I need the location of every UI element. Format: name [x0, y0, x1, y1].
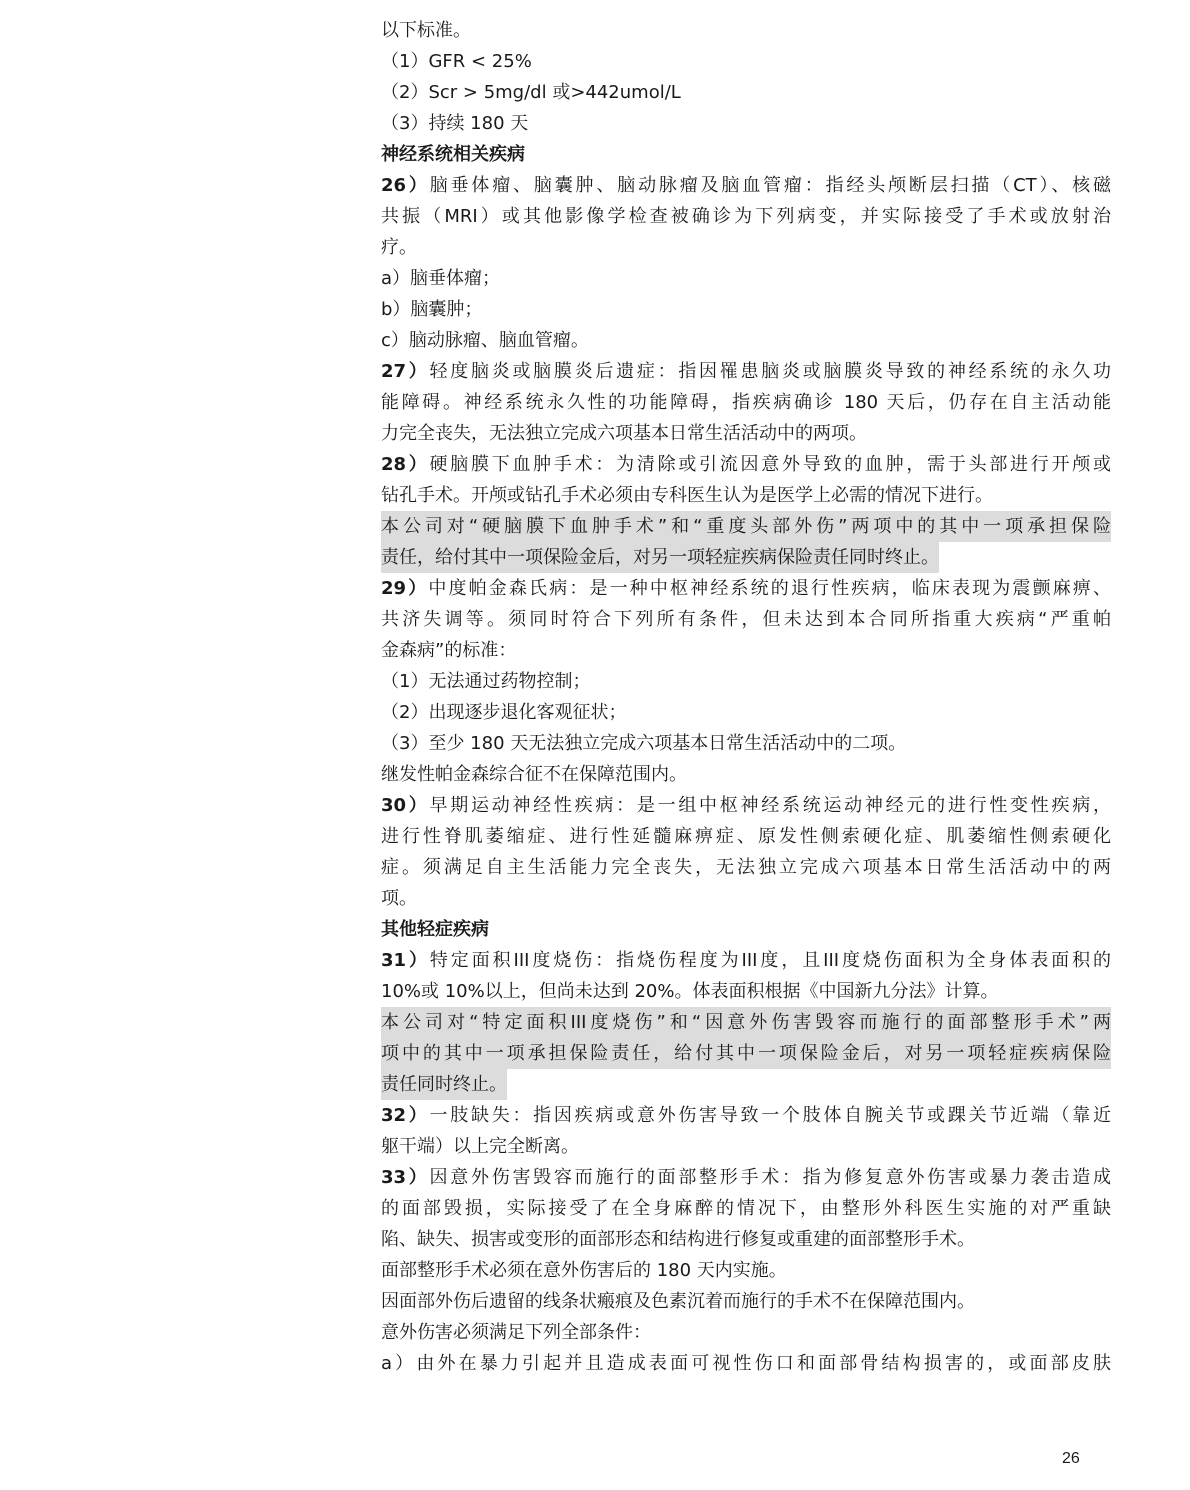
item-number: 27）	[381, 361, 430, 382]
line-content	[381, 945, 1111, 976]
line-text: （3）至少 180 天无法独立完成六项基本日常生活活动中的二项。	[381, 733, 907, 754]
line-content	[381, 449, 1111, 480]
item-number: 32）	[381, 1105, 430, 1126]
line-text: （1）无法通过药物控制；	[381, 671, 591, 692]
line-content	[381, 1100, 1111, 1131]
text-line	[381, 1069, 1111, 1100]
line-text: 其他轻症疾病	[381, 919, 489, 940]
text-line	[381, 1286, 1111, 1317]
line-content	[381, 237, 417, 258]
line-text: 责任同时终止。	[381, 1074, 507, 1095]
line-text: 共振（MRI）或其他影像学检查被确诊为下列病变，并实际接受了手术或放射治	[381, 206, 1111, 227]
text-line	[381, 77, 1111, 108]
line-text: 共济失调等。须同时符合下列所有条件，但未达到本合同所指重大疾病“严重帕	[381, 609, 1111, 630]
line-text: a）脑垂体瘤；	[381, 268, 501, 289]
line-content	[381, 1260, 787, 1281]
line-text: 症。须满足自主生活能力完全丧失，无法独立完成六项基本日常生活活动中的两	[381, 857, 1111, 878]
line-content	[381, 542, 939, 573]
text-line	[381, 1224, 1111, 1255]
text-line	[381, 542, 1111, 573]
document-body	[381, 15, 1111, 1379]
text-line	[381, 108, 1111, 139]
line-content	[381, 1348, 1111, 1379]
text-line	[381, 666, 1111, 697]
text-line	[381, 1038, 1111, 1069]
text-line	[381, 356, 1111, 387]
text-line	[381, 15, 1111, 46]
line-content	[381, 330, 589, 351]
line-content	[381, 1229, 975, 1250]
line-content	[381, 113, 528, 134]
text-line	[381, 46, 1111, 77]
line-content	[381, 144, 525, 165]
line-content	[381, 1069, 507, 1100]
line-text: （3）持续 180 天	[381, 113, 529, 134]
item-number: 29）	[381, 578, 429, 599]
line-text: 面部整形手术必须在意外伤害后的 180 天内实施。	[381, 1260, 787, 1281]
line-text: （2）Scr > 5mg/dl 或>442umol/L	[381, 82, 681, 103]
line-text: 以下标准。	[381, 20, 471, 41]
line-text: b）脑囊肿；	[381, 299, 483, 320]
line-text: 因意外伤害毁容而施行的面部整形手术：指为修复意外伤害或暴力袭击造成	[429, 1167, 1111, 1188]
text-line	[381, 976, 1111, 1007]
line-content	[381, 1193, 1111, 1224]
text-line	[381, 945, 1111, 976]
text-line	[381, 511, 1111, 542]
line-content	[381, 604, 1111, 635]
text-line	[381, 883, 1111, 914]
line-text: 早期运动神经性疾病：是一组中枢神经系统运动神经元的进行性变性疾病，	[429, 795, 1111, 816]
item-number: 26）	[381, 175, 430, 196]
text-line	[381, 170, 1111, 201]
text-line	[381, 480, 1111, 511]
text-line	[381, 1007, 1111, 1038]
text-line	[381, 263, 1111, 294]
line-content	[381, 387, 1111, 418]
text-line	[381, 1131, 1111, 1162]
item-number: 30）	[381, 795, 430, 816]
text-line	[381, 1255, 1111, 1286]
line-text: 躯干端）以上完全断离。	[381, 1136, 579, 1157]
line-content	[381, 671, 590, 692]
text-line	[381, 201, 1111, 232]
line-text: 责任，给付其中一项保险金后，对另一项轻症疾病保险责任同时终止。	[381, 547, 939, 568]
section-heading	[381, 914, 1111, 945]
line-content	[381, 82, 681, 103]
text-line	[381, 1162, 1111, 1193]
line-text: 本公司对“硬脑膜下血肿手术”和“重度头部外伤”两项中的其中一项承担保险	[381, 516, 1111, 537]
line-text: 10%或 10%以上，但尚未达到 20%。体表面积根据《中国新九分法》计算。	[381, 981, 999, 1002]
text-line	[381, 449, 1111, 480]
line-content	[381, 1291, 975, 1312]
line-content	[381, 170, 1111, 201]
text-line	[381, 759, 1111, 790]
item-number: 33）	[381, 1167, 430, 1188]
line-content	[381, 764, 687, 785]
line-content	[381, 702, 626, 723]
line-content	[381, 485, 993, 506]
line-text: （2）出现逐步退化客观征状；	[381, 702, 627, 723]
text-line	[381, 728, 1111, 759]
line-text: a）由外在暴力引起并且造成表面可视性伤口和面部骨结构损害的，或面部皮肤	[381, 1353, 1111, 1374]
line-text: 力完全丧失，无法独立完成六项基本日常生活活动中的两项。	[381, 423, 867, 444]
line-text: 脑垂体瘤、脑囊肿、脑动脉瘤及脑血管瘤：指经头颅断层扫描（CT）、核磁	[429, 175, 1111, 196]
line-content	[381, 1038, 1111, 1069]
line-text: 轻度脑炎或脑膜炎后遗症：指因罹患脑炎或脑膜炎导致的神经系统的永久功	[429, 361, 1111, 382]
line-text: 项。	[381, 888, 417, 909]
line-text: 神经系统相关疾病	[381, 144, 525, 165]
line-content	[381, 268, 500, 289]
line-content	[381, 919, 489, 940]
line-text: 一肢缺失：指因疾病或意外伤害导致一个肢体自腕关节或踝关节近端（靠近	[429, 1105, 1111, 1126]
text-line	[381, 635, 1111, 666]
text-line	[381, 821, 1111, 852]
line-content	[381, 981, 998, 1002]
text-line	[381, 790, 1111, 821]
line-text: 金森病”的标准：	[381, 640, 517, 661]
text-line	[381, 387, 1111, 418]
line-text: 钻孔手术。开颅或钻孔手术必须由专科医生认为是医学上必需的情况下进行。	[381, 485, 993, 506]
line-content	[381, 733, 906, 754]
line-text: 的面部毁损，实际接受了在全身麻醉的情况下，由整形外科医生实施的对严重缺	[381, 1198, 1111, 1219]
text-line	[381, 325, 1111, 356]
text-line	[381, 1317, 1111, 1348]
text-line	[381, 232, 1111, 263]
line-content	[381, 1136, 579, 1157]
line-text: 特定面积III度烧伤：指烧伤程度为III度，且III度烧伤面积为全身体表面积的	[429, 950, 1111, 971]
line-content	[381, 51, 532, 72]
line-content	[381, 20, 471, 41]
text-line	[381, 1193, 1111, 1224]
line-text: （1）GFR < 25%	[381, 51, 532, 72]
line-content	[381, 790, 1111, 821]
line-content	[381, 1007, 1111, 1038]
item-number: 28）	[381, 454, 430, 475]
line-text: 中度帕金森氏病：是一种中枢神经系统的退行性疾病，临床表现为震颤麻痹、	[428, 578, 1111, 599]
text-line	[381, 1348, 1111, 1379]
line-content	[381, 888, 417, 909]
line-content	[381, 299, 482, 320]
text-line	[381, 418, 1111, 449]
text-line	[381, 604, 1111, 635]
line-content	[381, 201, 1111, 232]
line-text: 进行性脊肌萎缩症、进行性延髓麻痹症、原发性侧索硬化症、肌萎缩性侧索硬化	[381, 826, 1111, 847]
line-text: 意外伤害必须满足下列全部条件：	[381, 1322, 651, 1343]
line-content	[381, 1162, 1111, 1193]
line-text: 疗。	[381, 237, 417, 258]
text-line	[381, 573, 1111, 604]
text-line	[381, 697, 1111, 728]
line-content	[381, 821, 1111, 852]
section-heading	[381, 139, 1111, 170]
item-number: 31）	[381, 950, 430, 971]
line-text: 项中的其中一项承担保险责任，给付其中一项保险金后，对另一项轻症疾病保险	[381, 1043, 1111, 1064]
page-number: 26	[1062, 1450, 1080, 1467]
line-content	[381, 423, 867, 444]
line-text: 因面部外伤后遗留的线条状瘢痕及色素沉着而施行的手术不在保障范围内。	[381, 1291, 975, 1312]
line-text: c）脑动脉瘤、脑血管瘤。	[381, 330, 589, 351]
text-line	[381, 294, 1111, 325]
line-content	[381, 511, 1111, 542]
line-content	[381, 573, 1111, 604]
line-text: 能障碍。神经系统永久性的功能障碍，指疾病确诊 180 天后，仍存在自主活动能	[381, 392, 1111, 413]
line-content	[381, 640, 516, 661]
line-text: 陷、缺失、损害或变形的面部形态和结构进行修复或重建的面部整形手术。	[381, 1229, 975, 1250]
line-content	[381, 1322, 651, 1343]
line-content	[381, 356, 1111, 387]
line-text: 继发性帕金森综合征不在保障范围内。	[381, 764, 687, 785]
line-content	[381, 852, 1111, 883]
line-text: 硬脑膜下血肿手术：为清除或引流因意外导致的血肿，需于头部进行开颅或	[429, 454, 1111, 475]
text-line	[381, 1100, 1111, 1131]
line-text: 本公司对“特定面积III度烧伤”和“因意外伤害毁容而施行的面部整形手术”两	[381, 1012, 1111, 1033]
text-line	[381, 852, 1111, 883]
